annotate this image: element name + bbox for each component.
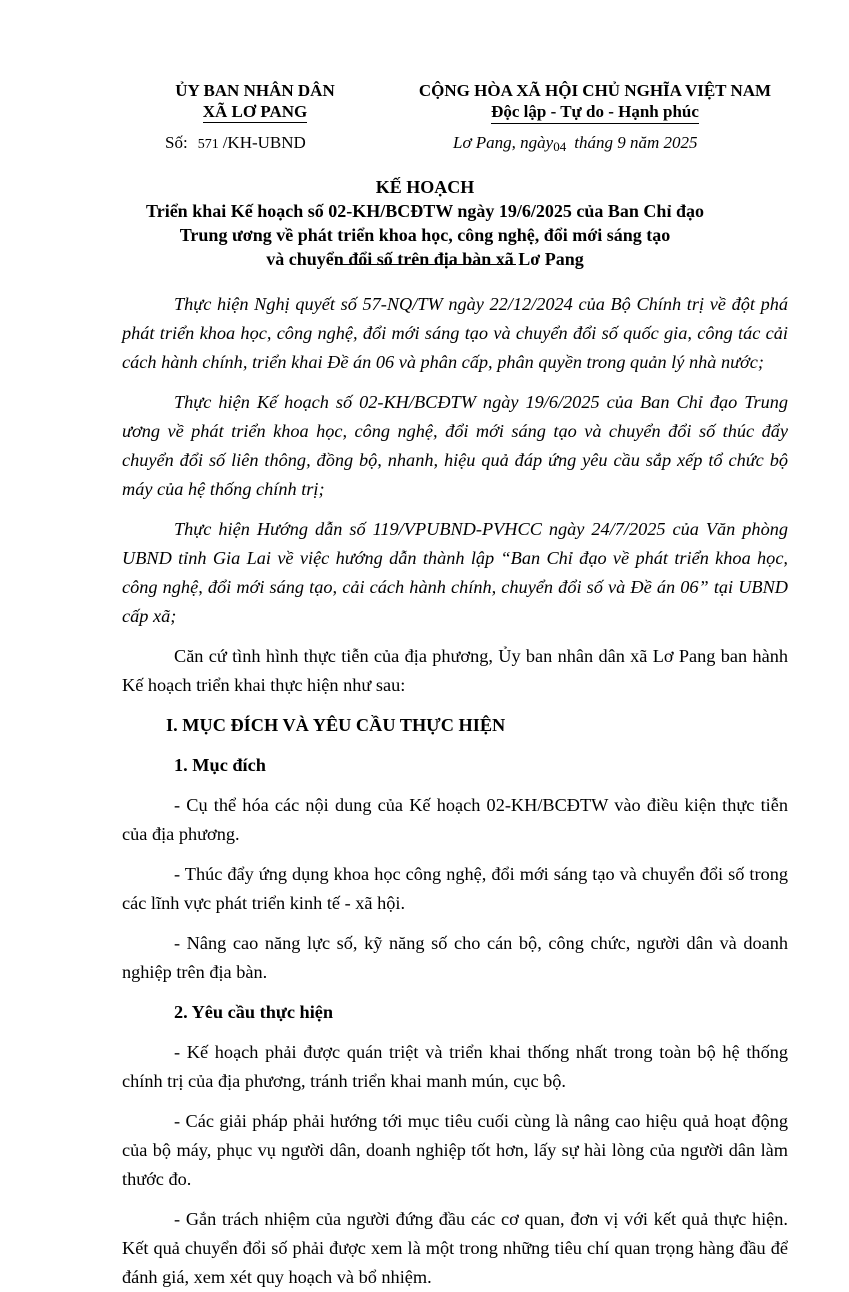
commune-name: XÃ LƠ PANG [202,102,308,121]
purpose-item-2: - Thúc đẩy ứng dụng khoa học công nghệ, đổi mới sáng tạo và chuyển đổi số trong các lĩnh vực phát triển kinh tế - xã hội. [122,864,788,913]
requirement-item-1: - Kế hoạch phải được quán triệt và triển khai thống nhất trong toàn bộ hệ thống chính trị của địa phương, tránh triển khai manh mún, cục bộ. [122,1042,788,1091]
paragraph-legal-basis-3: Thực hiện Hướng dẫn số 119/VPUBND-PVHCC ngày 24/7/2025 của Văn phòng UBND tỉnh Gia Lai về việc hướng dẫn thành lập “Ban Chỉ đạo về phát triển khoa học, công nghệ, đổi mới sáng tạo, cải cách hành chính, chuyển đổi số và Đề án 06” tại UBND cấp xã; [122,519,788,626]
subheading-purpose: 1. Mục đích [174,755,266,775]
title-line-3: và chuyển đổi số trên địa bàn xã Lơ Pang [266,249,584,269]
title-underline [338,264,516,265]
paragraph-basis: Căn cứ tình hình thực tiễn của địa phương, Ủy ban nhân dân xã Lơ Pang ban hành Kế hoạch triển khai thực hiện như sau: [122,646,788,695]
so-label: Số: [165,133,188,152]
doc-type: KẾ HOẠCH [375,177,475,197]
purpose-item-1: - Cụ thể hóa các nội dung của Kế hoạch 02-KH/BCĐTW vào điều kiện thực tiễn của địa phương. [122,795,788,844]
document-number [165,133,306,153]
date-suffix: tháng 9 năm 2025 [574,133,698,152]
title-line-1: Triển khai Kế hoạch số 02-KH/BCĐTW ngày 19/6/2025 của Ban Chỉ đạo [146,201,704,221]
so-number: 571 [197,137,219,152]
paragraph-legal-basis-1: Thực hiện Nghị quyết số 57-NQ/TW ngày 22/12/2024 của Bộ Chính trị về đột phá phát triển khoa học, công nghệ, đổi mới sáng tạo và chuyển đổi số quốc gia, công tác cải cách hành chính, triển khai Đề án 06 và phân cấp, phân quyền trong quản lý nhà nước; [122,294,788,372]
nation-name: CỘNG HÒA XÃ HỘI CHỦ NGHĨA VIỆT NAM [418,81,772,100]
section-heading-1: I. MỤC ĐÍCH VÀ YÊU CẦU THỰC HIỆN [166,715,506,735]
document-date [453,133,697,153]
so-suffix: /KH-UBND [222,133,306,152]
requirement-item-2: - Các giải pháp phải hướng tới mục tiêu cuối cùng là nâng cao hiệu quả hoạt động của bộ máy, phục vụ người dân, doanh nghiệp tốt hơn, lấy sự hài lòng của người dân làm thước đo. [122,1111,788,1189]
subheading-requirements: 2. Yêu cầu thực hiện [174,1002,334,1022]
issuing-authority [140,80,370,123]
document-title [80,175,770,271]
org-name: ỦY BAN NHÂN DÂN [175,81,335,100]
date-day: 04 [553,139,567,154]
document-body [122,290,788,1292]
requirement-item-3: - Gắn trách nhiệm của người đứng đầu các cơ quan, đơn vị với kết quả thực hiện. Kết quả chuyển đổi số phải được xem là một trong những tiêu chí quan trọng hàng đầu để đánh giá, xem xét quy hoạch và bổ nhiệm. [122,1209,788,1287]
national-motto: Độc lập - Tự do - Hạnh phúc [491,101,699,124]
national-header [395,80,795,124]
title-line-2: Trung ương về phát triển khoa học, công nghệ, đổi mới sáng tạo [179,225,671,245]
date-prefix: Lơ Pang, ngày [453,133,554,152]
purpose-item-3: - Nâng cao năng lực số, kỹ năng số cho cán bộ, công chức, người dân và doanh nghiệp trên địa bàn. [122,933,788,982]
paragraph-legal-basis-2: Thực hiện Kế hoạch số 02-KH/BCĐTW ngày 19/6/2025 của Ban Chỉ đạo Trung ương về phát triển khoa học, công nghệ, đổi mới sáng tạo và chuyển đổi số thúc đẩy chuyển đổi số liên thông, đồng bộ, nhanh, hiệu quả đáp ứng yêu cầu sắp xếp tổ chức bộ máy của hệ thống chính trị; [122,392,788,499]
